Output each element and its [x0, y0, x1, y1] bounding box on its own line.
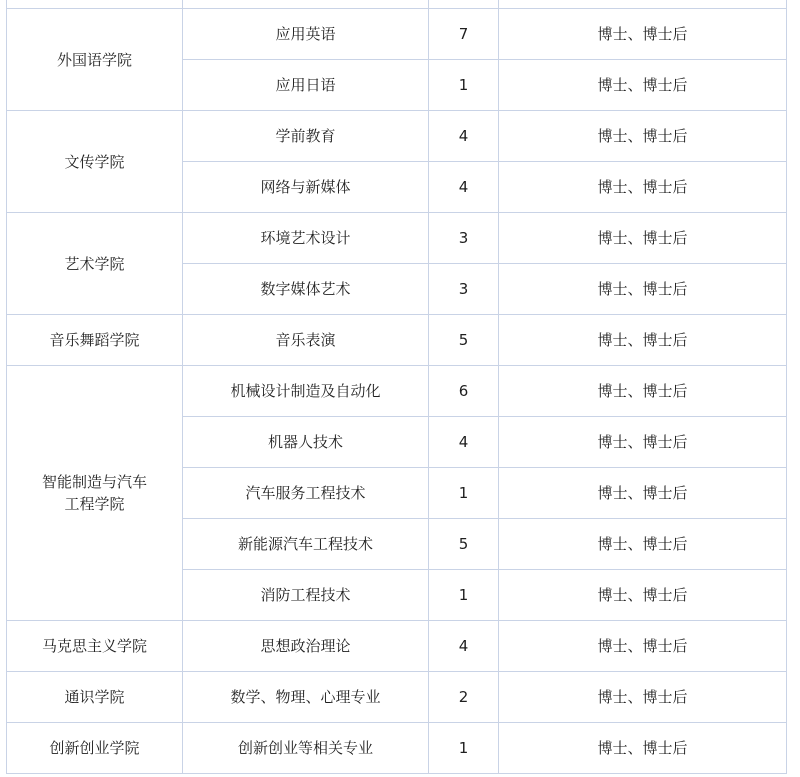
degree-cell: 博士、博士后 [499, 264, 787, 315]
major-cell: 机械设计制造及自动化 [183, 366, 429, 417]
count-cell: 1 [429, 570, 499, 621]
college-cell [7, 723, 183, 774]
college-cell [7, 621, 183, 672]
degree-cell: 博士、博士后 [499, 519, 787, 570]
cut-off-cell [7, 0, 183, 9]
major-cell: 机器人技术 [183, 417, 429, 468]
degree-cell: 博士、博士后 [499, 60, 787, 111]
table-row [7, 672, 787, 723]
table-row [7, 315, 787, 366]
degree-cell: 博士、博士后 [499, 315, 787, 366]
major-cell: 新能源汽车工程技术 [183, 519, 429, 570]
count-cell: 4 [429, 417, 499, 468]
degree-cell: 博士、博士后 [499, 672, 787, 723]
major-cell: 学前教育 [183, 111, 429, 162]
count-cell: 3 [429, 213, 499, 264]
count-cell: 6 [429, 366, 499, 417]
degree-cell: 博士、博士后 [499, 213, 787, 264]
major-cell: 汽车服务工程技术 [183, 468, 429, 519]
college-cell [7, 9, 183, 111]
recruitment-table-container [6, 0, 786, 774]
degree-cell: 博士、博士后 [499, 468, 787, 519]
degree-cell: 博士、博士后 [499, 570, 787, 621]
count-cell: 5 [429, 519, 499, 570]
count-cell: 4 [429, 111, 499, 162]
count-cell: 7 [429, 9, 499, 60]
major-cell: 网络与新媒体 [183, 162, 429, 213]
major-cell: 数学、物理、心理专业 [183, 672, 429, 723]
degree-cell: 博士、博士后 [499, 723, 787, 774]
count-cell: 5 [429, 315, 499, 366]
count-cell: 1 [429, 60, 499, 111]
college-cell [7, 315, 183, 366]
college-name: 文传学院 [64, 152, 125, 171]
count-cell: 4 [429, 162, 499, 213]
cut-off-row [7, 0, 787, 9]
table-row [7, 9, 787, 60]
degree-cell: 博士、博士后 [499, 9, 787, 60]
college-name: 创新创业学院 [49, 739, 140, 757]
college-name: 马克思主义学院 [41, 637, 147, 655]
count-cell: 4 [429, 621, 499, 672]
count-cell: 1 [429, 468, 499, 519]
table-row [7, 366, 787, 417]
major-cell: 音乐表演 [183, 315, 429, 366]
recruitment-table [6, 0, 787, 774]
table-row [7, 111, 787, 162]
table-row [7, 621, 787, 672]
college-cell [7, 672, 183, 723]
college-cell [7, 213, 183, 315]
degree-cell: 博士、博士后 [499, 417, 787, 468]
major-cell: 消防工程技术 [183, 570, 429, 621]
degree-cell: 博士、博士后 [499, 111, 787, 162]
major-cell: 创新创业等相关专业 [183, 723, 429, 774]
table-row [7, 723, 787, 774]
cut-off-cell [429, 0, 499, 9]
count-cell: 2 [429, 672, 499, 723]
degree-cell: 博士、博士后 [499, 162, 787, 213]
table-row [7, 213, 787, 264]
college-name: 音乐舞蹈学院 [49, 331, 140, 349]
major-cell: 环境艺术设计 [183, 213, 429, 264]
major-cell: 思想政治理论 [183, 621, 429, 672]
cut-off-cell [499, 0, 787, 9]
college-name: 智能制造与汽车工程学院 [41, 473, 147, 513]
major-cell: 应用英语 [183, 9, 429, 60]
count-cell: 3 [429, 264, 499, 315]
recruitment-table-body [7, 0, 787, 774]
college-name: 艺术学院 [64, 254, 125, 273]
college-name: 外国语学院 [56, 50, 132, 69]
cut-off-cell [183, 0, 429, 9]
count-cell: 1 [429, 723, 499, 774]
degree-cell: 博士、博士后 [499, 366, 787, 417]
major-cell: 应用日语 [183, 60, 429, 111]
major-cell: 数字媒体艺术 [183, 264, 429, 315]
college-cell [7, 111, 183, 213]
college-cell [7, 366, 183, 621]
college-name: 通识学院 [64, 688, 125, 706]
degree-cell: 博士、博士后 [499, 621, 787, 672]
